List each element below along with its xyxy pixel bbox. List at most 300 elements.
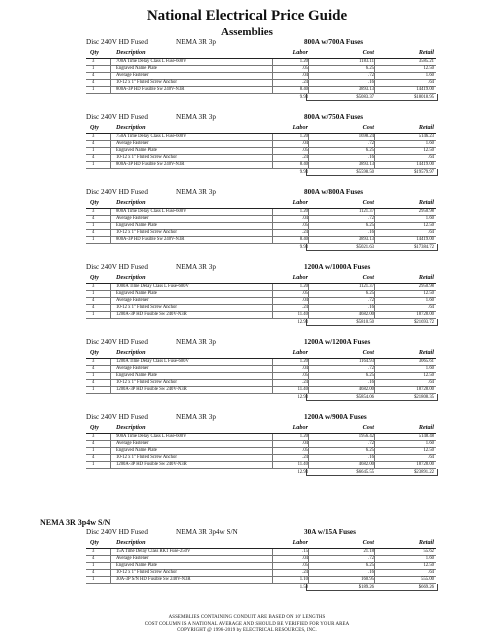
column-divider [308, 549, 309, 584]
cell-cost: 1164.93 [358, 359, 374, 364]
table-row [86, 455, 436, 462]
column-divider [272, 209, 273, 244]
cell-labor: .24 [302, 570, 308, 575]
column-header-description: Description [116, 539, 146, 546]
column-header-description: Description [116, 199, 146, 206]
column-header-cost: Cost [362, 349, 374, 356]
cell-description: Average Fastener [116, 366, 149, 371]
assembly-enclosure-type: NEMA 3R 3p [176, 38, 216, 46]
cell-qty: 1 [92, 291, 95, 296]
cell-description: 750A Time Delay Class L Fuse-600V [116, 134, 187, 139]
cell-cost: .72 [368, 298, 374, 303]
assembly-fuse-rating: 1200A w/900A Fuses [304, 413, 367, 421]
cell-qty: 4 [92, 230, 95, 235]
cell-description: 15A Time Delay Class RK1 Fuse-250V [116, 549, 191, 554]
column-header-row [86, 124, 436, 132]
cell-cost: .72 [368, 216, 374, 221]
assembly-enclosure-type: NEMA 3R 3p4w S/N [176, 528, 238, 536]
cell-cost: .72 [368, 141, 374, 146]
cell-cost: 3893.13 [358, 237, 374, 242]
cell-labor: .04 [302, 366, 308, 371]
table-row [86, 291, 436, 298]
line-item-table [86, 358, 436, 401]
page-subtitle: Assemblies [221, 26, 273, 38]
table-row [86, 155, 436, 162]
column-header-qty: Qty [90, 274, 99, 281]
total-retail: $21808.35 [414, 395, 434, 400]
cell-labor: .04 [302, 556, 308, 561]
total-retail: $17384.72 [414, 245, 434, 250]
cell-qty: 1 [92, 373, 95, 378]
total-retail: $18018.95 [414, 95, 434, 100]
cell-cost: 6.25 [365, 563, 374, 568]
cell-labor: .24 [302, 80, 308, 85]
cell-description: 10-12 x 1" Fluted Screw Anchor [116, 570, 177, 575]
cell-labor: .04 [302, 298, 308, 303]
total-cost: $6645.55 [356, 470, 374, 475]
cell-description: Engraved Name Plate [116, 563, 157, 568]
cell-qty: 1 [92, 66, 95, 71]
column-divider [308, 134, 309, 169]
column-header-description: Description [116, 274, 146, 281]
column-header-retail: Retail [418, 49, 434, 56]
column-header-labor: Labor [292, 349, 308, 356]
column-header-qty: Qty [90, 539, 99, 546]
total-cost: $5021.63 [356, 245, 374, 250]
table-row [86, 237, 436, 244]
total-labor: 9.93 [299, 245, 308, 250]
cell-cost: .16 [368, 230, 374, 235]
column-divider [308, 284, 309, 319]
cell-description: 10-12 x 1" Fluted Screw Anchor [116, 455, 177, 460]
cell-labor: 11.40 [297, 387, 308, 392]
total-retail: $19579.97 [414, 170, 434, 175]
table-row [86, 462, 436, 469]
section-title: NEMA 3R 3p4w S/N [40, 518, 111, 527]
cell-description: 1200A-3P HD Fusible Sw 240V-N3R [116, 387, 187, 392]
cell-qty: 1 [92, 312, 95, 317]
column-divider [308, 59, 309, 94]
cell-qty: 3 [92, 434, 95, 439]
column-header-cost: Cost [362, 124, 374, 131]
cell-qty: 1 [92, 387, 95, 392]
cell-qty: 4 [92, 570, 95, 575]
total-row [86, 469, 436, 476]
column-divider [110, 209, 111, 244]
table-row [86, 87, 436, 94]
cell-qty: 4 [92, 305, 95, 310]
cell-labor: .05 [302, 448, 308, 453]
total-labor: 1.58 [299, 585, 308, 590]
column-divider [272, 359, 273, 394]
cell-retail: .64 [428, 380, 434, 385]
cell-cost: .16 [368, 155, 374, 160]
column-divider [110, 134, 111, 169]
cell-qty: 1 [92, 223, 95, 228]
assembly-enclosure-type: NEMA 3R 3p [176, 188, 216, 196]
cell-retail: 18728.00 [416, 462, 434, 467]
cell-cost: 6.25 [365, 291, 374, 296]
cell-labor: .05 [302, 563, 308, 568]
cell-labor: 1.20 [299, 359, 308, 364]
cell-description: 800A Time Delay Class L Fuse-600V [116, 209, 187, 214]
cell-cost: 4682.00 [358, 312, 374, 317]
cell-retail: 1.60 [425, 556, 434, 561]
table-row [86, 359, 436, 366]
table-row [86, 380, 436, 387]
assembly-enclosure-type: NEMA 3R 3p [176, 413, 216, 421]
cell-retail: 1.60 [425, 141, 434, 146]
footer-line: ASSEMBLIES CONTAINING CONDUIT ARE BASED ON 10' LENGTHS [168, 615, 326, 620]
cell-description: Average Fastener [116, 556, 149, 561]
table-row [86, 563, 436, 570]
cell-cost: .16 [368, 80, 374, 85]
line-item-table [86, 548, 436, 591]
table-row [86, 134, 436, 141]
cell-retail: .64 [428, 455, 434, 460]
line-item-table [86, 208, 436, 251]
column-header-cost: Cost [362, 49, 374, 56]
cell-retail: .64 [428, 80, 434, 85]
assembly-enclosure-type: NEMA 3R 3p [176, 263, 216, 271]
cell-retail: .64 [428, 305, 434, 310]
column-divider [110, 284, 111, 319]
total-cost: $5854.06 [356, 395, 374, 400]
column-header-labor: Labor [292, 424, 308, 431]
cell-description: 900A Time Delay Class L Fuse-600V [116, 434, 187, 439]
cell-cost: 21.18 [363, 549, 374, 554]
cell-labor: .05 [302, 66, 308, 71]
column-divider [308, 434, 309, 469]
column-header-description: Description [116, 49, 146, 56]
table-row [86, 298, 436, 305]
cell-labor: .04 [302, 216, 308, 221]
assembly-description: Disc 240V HD Fused [86, 113, 148, 121]
assembly-fuse-rating: 1200A w/1200A Fuses [304, 338, 371, 346]
cell-description: 10-12 x 1" Fluted Screw Anchor [116, 230, 177, 235]
cell-cost: 1121.37 [358, 284, 374, 289]
cell-retail: 12.50 [423, 223, 434, 228]
cell-cost: .16 [368, 455, 374, 460]
column-divider [374, 59, 375, 94]
cell-description: Average Fastener [116, 141, 149, 146]
cell-labor: 1.20 [299, 59, 308, 64]
line-item-table [86, 58, 436, 101]
total-labor: 9.93 [299, 95, 308, 100]
column-divider [272, 59, 273, 94]
cell-labor: .24 [302, 230, 308, 235]
cell-cost: 1121.37 [358, 209, 374, 214]
column-divider [308, 209, 309, 244]
table-row [86, 223, 436, 230]
total-labor: 12.93 [297, 395, 308, 400]
column-header-qty: Qty [90, 349, 99, 356]
table-row [86, 366, 436, 373]
total-labor: 12.93 [297, 470, 308, 475]
line-item-table [86, 283, 436, 326]
cell-qty: 1 [92, 237, 95, 242]
cell-qty: 3 [92, 359, 95, 364]
total-labor: 12.93 [297, 320, 308, 325]
column-header-retail: Retail [418, 199, 434, 206]
total-cost: $5598.50 [356, 170, 374, 175]
column-header-retail: Retail [418, 424, 434, 431]
cell-qty: 4 [92, 73, 95, 78]
column-header-qty: Qty [90, 199, 99, 206]
cell-retail: 14419.00 [416, 87, 434, 92]
column-divider [272, 549, 273, 584]
table-row [86, 66, 436, 73]
column-divider [110, 59, 111, 94]
cell-qty: 1 [92, 577, 95, 582]
table-row [86, 448, 436, 455]
cell-retail: 12.50 [423, 291, 434, 296]
cell-labor: .04 [302, 441, 308, 446]
line-item-table [86, 133, 436, 176]
table-row [86, 59, 436, 66]
cell-description: 1200A Time Delay Class L Fuse-600V [116, 359, 189, 364]
column-header-qty: Qty [90, 49, 99, 56]
assembly-description: Disc 240V HD Fused [86, 413, 148, 421]
cell-description: 10-12 x 1" Fluted Screw Anchor [116, 380, 177, 385]
total-retail: $669.26 [418, 585, 434, 590]
column-header-qty: Qty [90, 424, 99, 431]
cell-qty: 4 [92, 380, 95, 385]
cell-retail: 12.50 [423, 563, 434, 568]
cell-cost: 1183.11 [359, 59, 374, 64]
assembly-fuse-rating: 30A w/15A Fuses [304, 528, 356, 536]
cell-description: 1200A-3P HD Fusible Sw 240V-N3R [116, 462, 187, 467]
cell-labor: 11.40 [297, 312, 308, 317]
cell-qty: 3 [92, 549, 95, 554]
column-divider [374, 134, 375, 169]
assembly-fuse-rating: 800A w/700A Fuses [304, 38, 364, 46]
cell-qty: 3 [92, 284, 95, 289]
cell-description: 800A-3P HD Fusible Sw 240V-N3R [116, 162, 185, 167]
cell-qty: 4 [92, 556, 95, 561]
cell-labor: .04 [302, 141, 308, 146]
column-header-retail: Retail [418, 539, 434, 546]
cell-labor: .04 [302, 73, 308, 78]
assembly-description: Disc 240V HD Fused [86, 338, 148, 346]
cell-qty: 1 [92, 148, 95, 153]
table-row [86, 80, 436, 87]
cell-cost: 6.25 [365, 373, 374, 378]
total-row [86, 319, 436, 326]
table-row [86, 441, 436, 448]
cell-labor: .05 [302, 148, 308, 153]
footer-line: COPYRIGHT @ 1996-2019 by ELECTRICAL RESOURCES, INC. [177, 628, 317, 633]
cell-qty: 4 [92, 80, 95, 85]
table-row [86, 577, 436, 584]
assembly-fuse-rating: 800A w/800A Fuses [304, 188, 364, 196]
column-divider [110, 359, 111, 394]
cell-qty: 3 [92, 209, 95, 214]
cell-cost: .16 [368, 570, 374, 575]
column-header-retail: Retail [418, 124, 434, 131]
assembly-description: Disc 240V HD Fused [86, 263, 148, 271]
cell-cost: 6.25 [365, 148, 374, 153]
table-row [86, 556, 436, 563]
column-header-labor: Labor [292, 199, 308, 206]
column-header-cost: Cost [362, 274, 374, 281]
cell-cost: 1956.42 [358, 434, 374, 439]
cell-description: Engraved Name Plate [116, 223, 157, 228]
column-divider [272, 284, 273, 319]
cell-labor: 8.40 [299, 87, 308, 92]
column-header-cost: Cost [362, 539, 374, 546]
cell-retail: .64 [428, 230, 434, 235]
cell-retail: 2950.98 [418, 209, 434, 214]
cell-cost: 160.95 [361, 577, 374, 582]
cell-retail: 12.50 [423, 148, 434, 153]
column-header-description: Description [116, 124, 146, 131]
cell-labor: .24 [302, 380, 308, 385]
cell-cost: .72 [368, 441, 374, 446]
total-row [86, 584, 436, 591]
total-labor: 9.93 [299, 170, 308, 175]
cell-retail: 1.60 [425, 441, 434, 446]
cell-retail: 555.00 [421, 577, 434, 582]
cell-retail: 1.60 [425, 73, 434, 78]
cell-retail: 5148.48 [418, 434, 434, 439]
total-row [86, 94, 436, 101]
cell-retail: 18728.00 [416, 387, 434, 392]
cell-qty: 1 [92, 462, 95, 467]
cell-qty: 4 [92, 155, 95, 160]
cell-description: 30A-3P S/N HD Fusible Sw 240V-N3R [116, 577, 191, 582]
column-header-labor: Labor [292, 124, 308, 131]
column-header-row [86, 49, 436, 57]
column-divider [308, 359, 309, 394]
column-divider [110, 434, 111, 469]
cell-retail: 14419.00 [416, 162, 434, 167]
cell-cost: .72 [368, 73, 374, 78]
column-header-cost: Cost [362, 424, 374, 431]
cell-cost: 3893.13 [358, 162, 374, 167]
cell-description: 800A-3P HD Fusible Sw 240V-N3R [116, 237, 185, 242]
cell-cost: .72 [368, 556, 374, 561]
table-row [86, 549, 436, 556]
table-row [86, 284, 436, 291]
column-header-cost: Cost [362, 199, 374, 206]
cell-qty: 4 [92, 216, 95, 221]
column-divider [374, 284, 375, 319]
table-row [86, 73, 436, 80]
cell-labor: 8.40 [299, 162, 308, 167]
cell-labor: 11.40 [297, 462, 308, 467]
cell-qty: 1 [92, 448, 95, 453]
table-row [86, 434, 436, 441]
cell-qty: 1 [92, 563, 95, 568]
cell-cost: 4682.00 [358, 387, 374, 392]
cell-retail: 5146.23 [418, 134, 434, 139]
cell-description: 800A-3P HD Fusible Sw 240V-N3R [116, 87, 185, 92]
cell-labor: 1.20 [299, 284, 308, 289]
cell-labor: .05 [302, 373, 308, 378]
cell-labor: .24 [302, 305, 308, 310]
cell-description: Average Fastener [116, 441, 149, 446]
table-row [86, 162, 436, 169]
column-divider [374, 209, 375, 244]
cell-cost: 6.25 [365, 223, 374, 228]
table-row [86, 570, 436, 577]
cell-description: Engraved Name Plate [116, 448, 157, 453]
cell-qty: 4 [92, 141, 95, 146]
column-header-labor: Labor [292, 274, 308, 281]
cell-retail: 55.62 [423, 549, 434, 554]
column-header-row [86, 424, 436, 432]
column-header-qty: Qty [90, 124, 99, 131]
table-row [86, 148, 436, 155]
cell-qty: 1 [92, 87, 95, 92]
total-retail: $21693.72 [414, 320, 434, 325]
column-divider [374, 434, 375, 469]
table-row [86, 387, 436, 394]
line-item-table [86, 433, 436, 476]
cell-description: 1000A Time Delay Class L Fuse-600V [116, 284, 189, 289]
footer [0, 615, 494, 635]
footer-line: COST COLUMN IS A NATIONAL AVERAGE AND SHOULD BE VERIFIED FOR YOUR AREA [144, 621, 350, 627]
cell-description: 10-12 x 1" Fluted Screw Anchor [116, 155, 177, 160]
total-row [86, 244, 436, 251]
cell-labor: .15 [302, 549, 308, 554]
column-header-labor: Labor [292, 539, 308, 546]
total-row [86, 169, 436, 176]
cell-retail: 12.50 [423, 66, 434, 71]
cell-description: Engraved Name Plate [116, 373, 157, 378]
cell-description: Average Fastener [116, 298, 149, 303]
cell-qty: 4 [92, 366, 95, 371]
total-cost: $189.26 [358, 585, 374, 590]
column-header-labor: Labor [292, 49, 308, 56]
cell-description: 10-12 x 1" Fluted Screw Anchor [116, 80, 177, 85]
cell-retail: .64 [428, 570, 434, 575]
cell-retail: .64 [428, 155, 434, 160]
column-header-retail: Retail [418, 349, 434, 356]
cell-qty: 4 [92, 298, 95, 303]
column-header-retail: Retail [418, 274, 434, 281]
assembly-description: Disc 240V HD Fused [86, 38, 148, 46]
table-row [86, 209, 436, 216]
column-header-row [86, 274, 436, 282]
table-row [86, 312, 436, 319]
cell-retail: 18728.00 [416, 312, 434, 317]
column-divider [374, 359, 375, 394]
cell-retail: 1.60 [425, 298, 434, 303]
cell-cost: .16 [368, 305, 374, 310]
assembly-description: Disc 240V HD Fused [86, 188, 148, 196]
cell-labor: 8.40 [299, 237, 308, 242]
column-header-row [86, 349, 436, 357]
cell-description: Engraved Name Plate [116, 291, 157, 296]
table-row [86, 230, 436, 237]
table-row [86, 216, 436, 223]
cell-retail: 1.60 [425, 216, 434, 221]
total-cost: $5083.37 [356, 95, 374, 100]
cell-description: 10-12 x 1" Fluted Screw Anchor [116, 305, 177, 310]
total-retail: $23891.22 [414, 470, 434, 475]
cell-retail: 12.50 [423, 373, 434, 378]
cell-labor: 1.20 [299, 134, 308, 139]
cell-cost: 1698.24 [358, 134, 374, 139]
column-divider [272, 434, 273, 469]
column-divider [374, 549, 375, 584]
cell-description: 700A Time Delay Class L Fuse-600V [116, 59, 187, 64]
cell-description: Engraved Name Plate [116, 148, 157, 153]
column-header-row [86, 539, 436, 547]
cell-labor: .05 [302, 223, 308, 228]
